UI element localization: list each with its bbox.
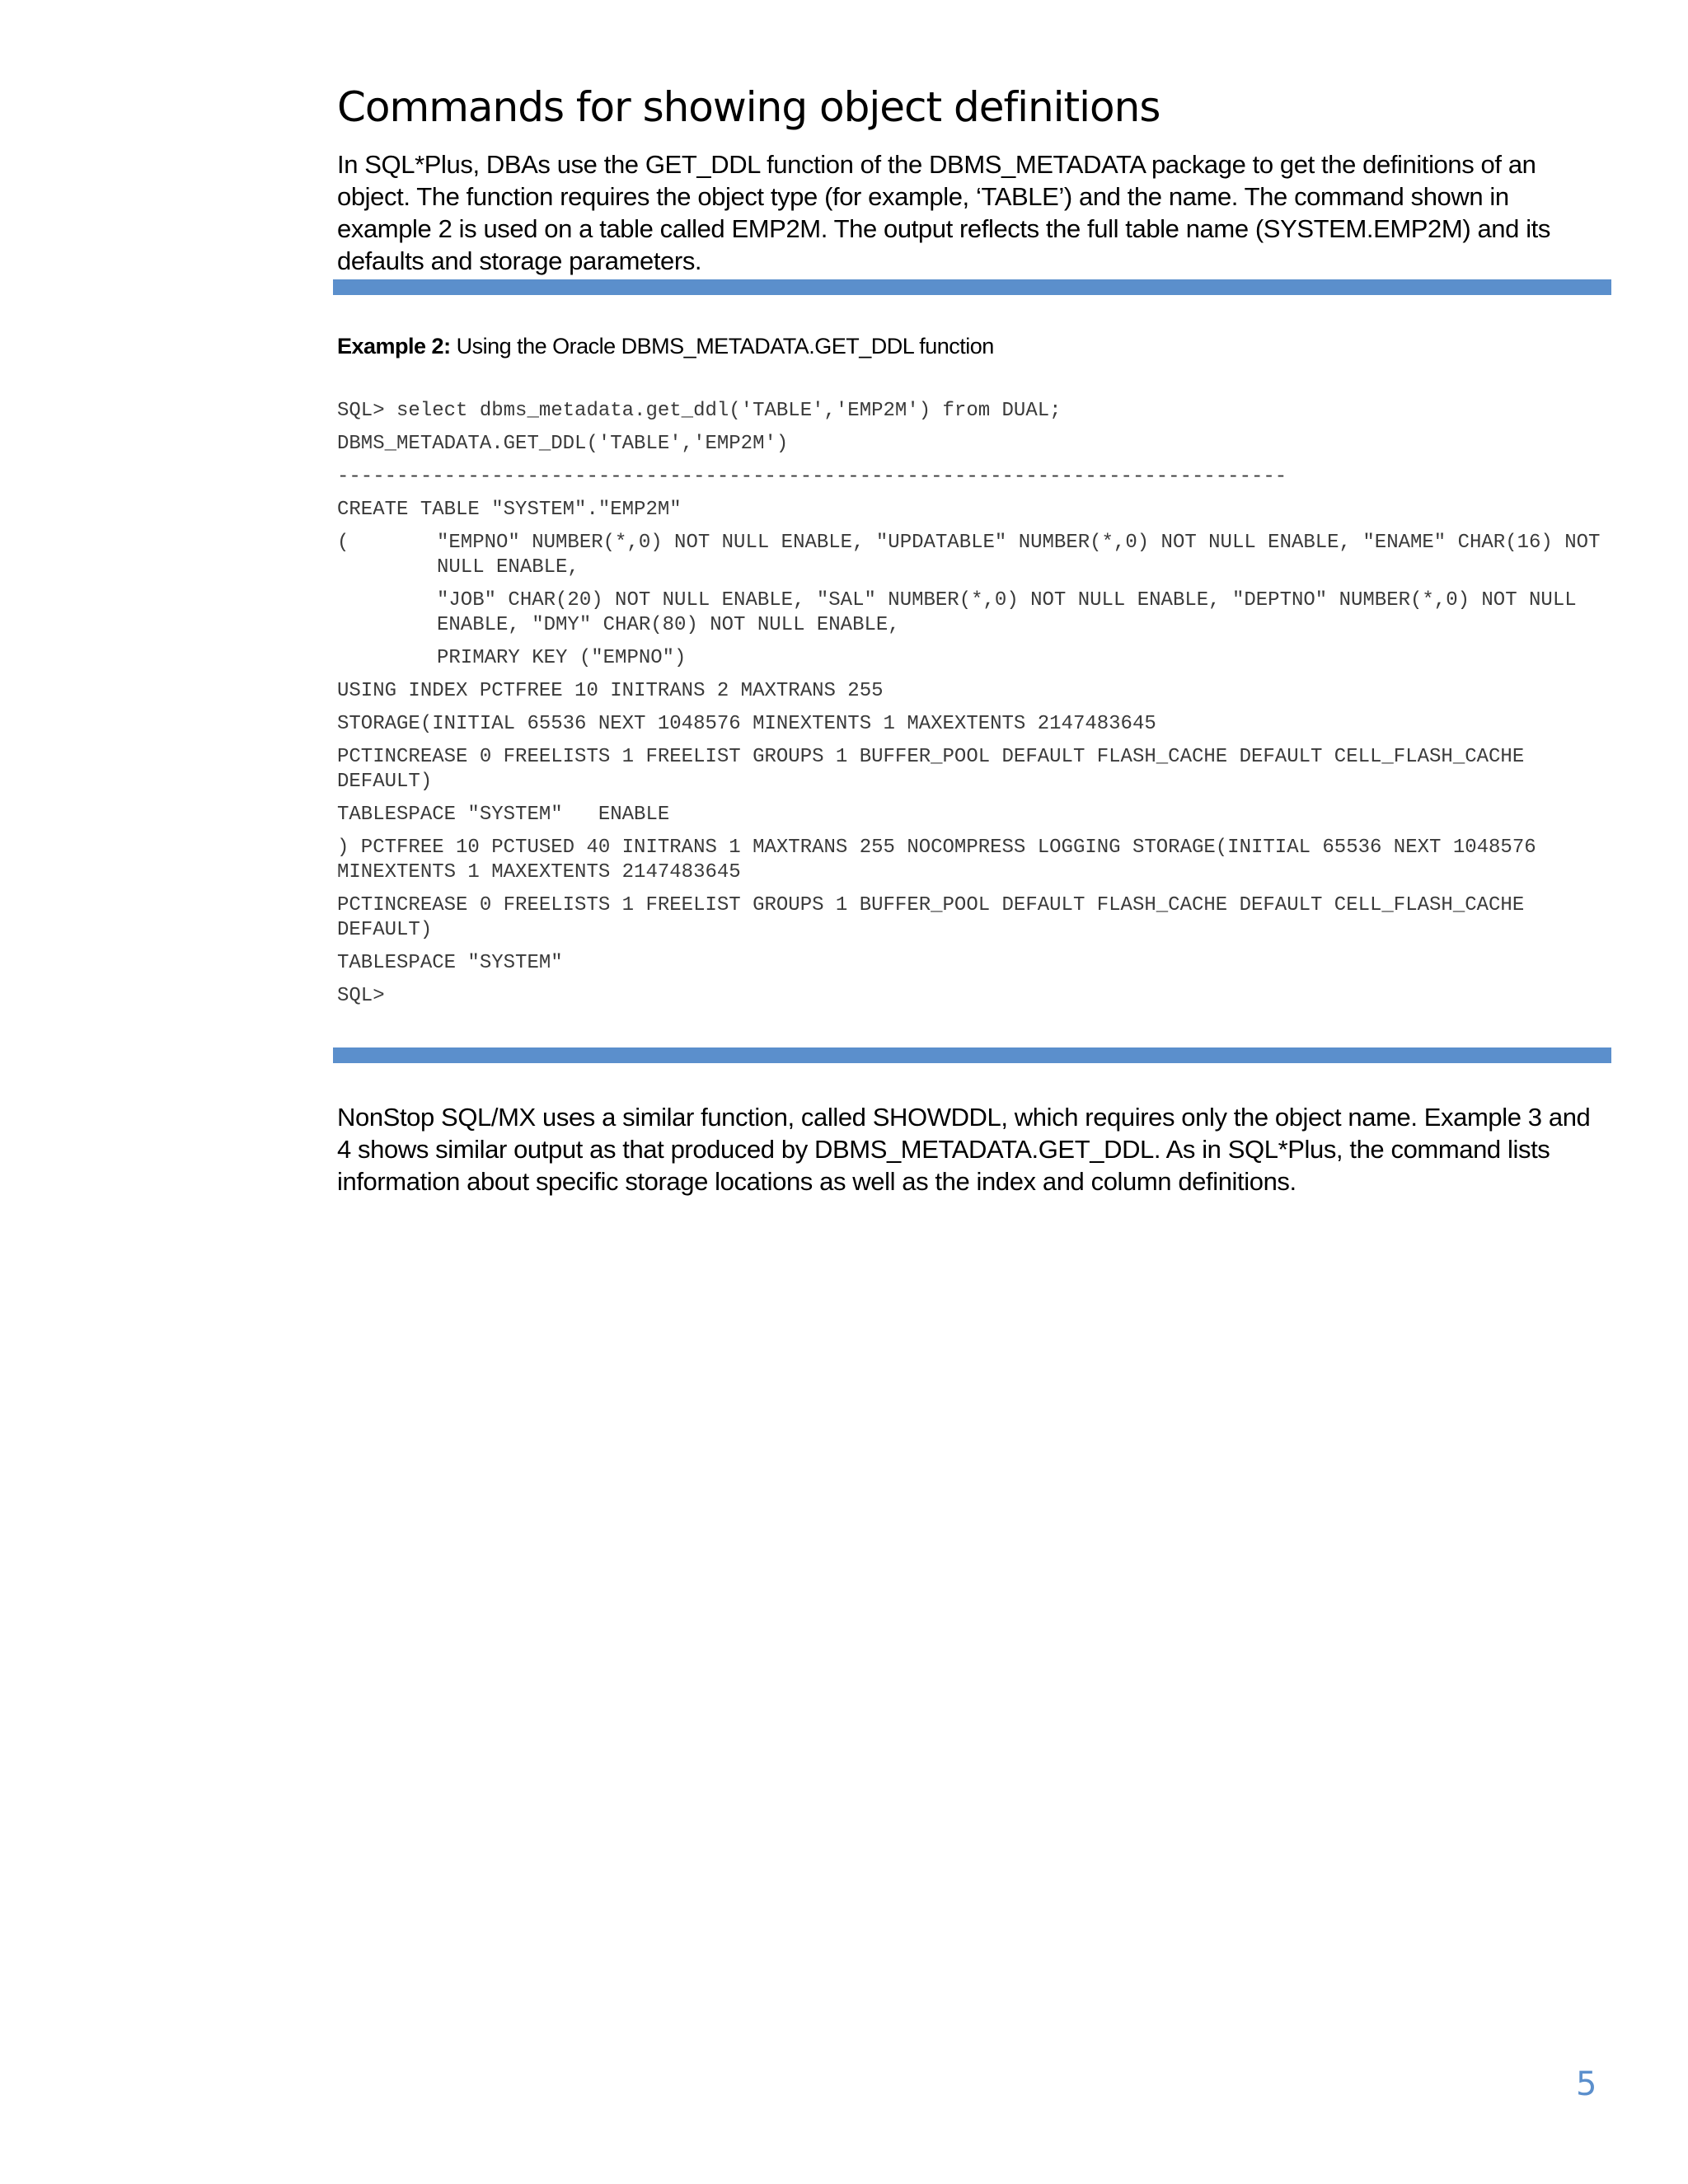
code-line: PCTINCREASE 0 FREELISTS 1 FREELIST GROUPS 1 BUFFER_POOL DEFAULT FLASH_CACHE DEFAULT CELL_FLASH_CACHE DEFAULT)	[337, 746, 1536, 793]
example-caption	[337, 331, 994, 361]
example-caption-text: Using the Oracle DBMS_METADATA.GET_DDL function	[450, 334, 994, 359]
code-line: DBMS_METADATA.GET_DDL('TABLE','EMP2M')	[337, 433, 789, 455]
page-number: 5	[1576, 2065, 1597, 2103]
code-line-lead	[337, 588, 437, 638]
page-title: Commands for showing object definitions	[337, 83, 1160, 131]
code-line: SQL> select dbms_metadata.get_ddl('TABLE','EMP2M') from DUAL;	[337, 400, 1062, 422]
code-line-body: "EMPNO" NUMBER(*,0) NOT NULL ENABLE, "UPDATABLE" NUMBER(*,0) NOT NULL ENABLE, "ENAME" CHAR(16) NOT NULL ENABLE,	[437, 532, 1612, 579]
code-listing	[337, 399, 1623, 1017]
code-line	[337, 531, 1623, 580]
code-line: SQL>	[337, 985, 385, 1007]
code-line: TABLESPACE "SYSTEM" ENABLE	[337, 804, 670, 826]
bottom-divider	[333, 1047, 1611, 1063]
code-line: STORAGE(INITIAL 65536 NEXT 1048576 MINEXTENTS 1 MAXEXTENTS 2147483645	[337, 713, 1156, 735]
example-caption-label: Example 2:	[337, 334, 451, 359]
code-line-body: PRIMARY KEY ("EMPNO")	[437, 647, 687, 669]
top-divider	[333, 279, 1611, 295]
code-line-lead	[337, 646, 437, 671]
code-line-body: "JOB" CHAR(20) NOT NULL ENABLE, "SAL" NUMBER(*,0) NOT NULL ENABLE, "DEPTNO" NUMBER(*,0) NOT NULL ENABLE, "DMY" CHAR(80) NOT NULL ENABLE,	[437, 589, 1589, 636]
code-line: USING INDEX PCTFREE 10 INITRANS 2 MAXTRANS 255	[337, 680, 884, 702]
code-line	[337, 646, 1623, 671]
code-line	[337, 588, 1623, 638]
code-line: --------------------------------------------------------------------------------	[337, 466, 1287, 488]
intro-paragraph: In SQL*Plus, DBAs use the GET_DDL function of the DBMS_METADATA package to get the definitions of an object. The function requires the object type (for example, ‘TABLE’) and the name. The command shown in example 2 is used on a table called EMP2M. The output reflects the full table name (SYSTEM.EMP2M) and its defaults and storage parameters.	[337, 150, 1550, 275]
code-line: CREATE TABLE "SYSTEM"."EMP2M"	[337, 499, 682, 521]
outro-paragraph: NonStop SQL/MX uses a similar function, called SHOWDDL, which requires only the object name. Example 3 and 4 shows similar output as that produced by DBMS_METADATA.GET_DDL. As in SQL*Plus, the command lists information about specific storage locations as well as the index and column definitions.	[337, 1103, 1591, 1196]
code-line: TABLESPACE "SYSTEM"	[337, 952, 563, 974]
code-line-lead: (	[337, 532, 349, 554]
code-line: PCTINCREASE 0 FREELISTS 1 FREELIST GROUPS 1 BUFFER_POOL DEFAULT FLASH_CACHE DEFAULT CELL_FLASH_CACHE DEFAULT)	[337, 894, 1536, 941]
code-line: ) PCTFREE 10 PCTUSED 40 INITRANS 1 MAXTRANS 255 NOCOMPRESS LOGGING STORAGE(INITIAL 65536 NEXT 1048576 MINEXTENTS 1 MAXEXTENTS 2147483645	[337, 837, 1549, 883]
